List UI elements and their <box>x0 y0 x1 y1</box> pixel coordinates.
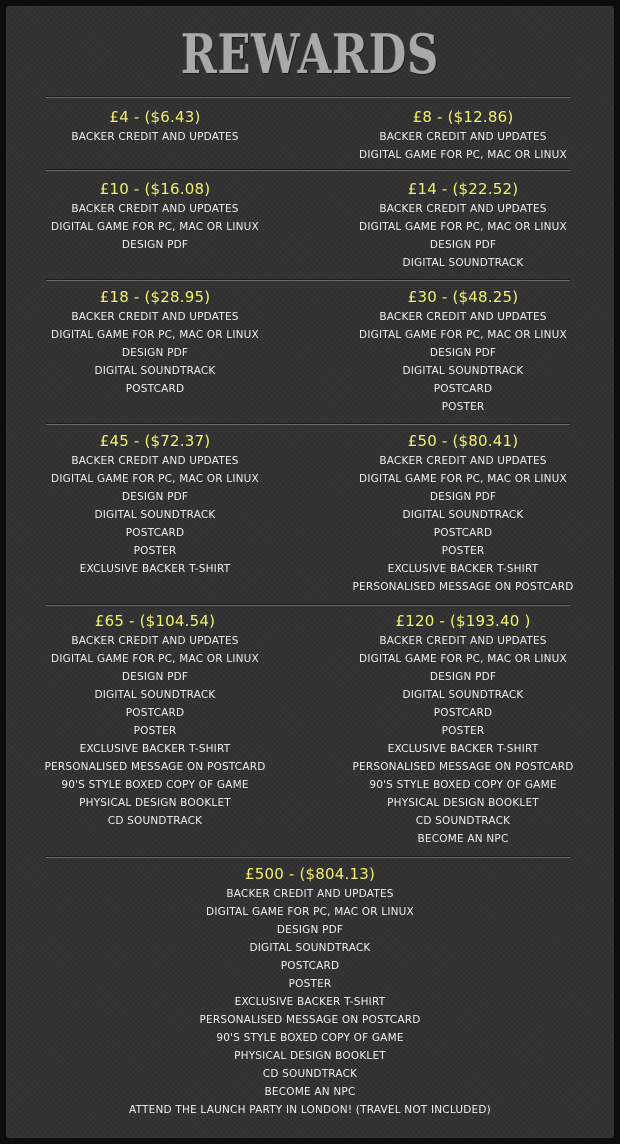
reward-item: POSTER <box>441 725 485 737</box>
reward-item: DESIGN PDF <box>429 239 497 251</box>
reward-item: 90'S STYLE BOXED COPY OF GAME <box>369 779 557 791</box>
reward-item: POSTCARD <box>433 383 493 395</box>
reward-item: CD SOUNDTRACK <box>107 815 203 827</box>
reward-item: DESIGN PDF <box>429 671 497 683</box>
reward-item: DIGITAL SOUNDTRACK <box>402 689 524 701</box>
reward-item: DIGITAL SOUNDTRACK <box>402 509 524 521</box>
reward-item: POSTCARD <box>125 707 185 719</box>
reward-item: DIGITAL GAME FOR PC, MAC OR LINUX <box>51 473 259 485</box>
reward-item: EXCLUSIVE BACKER T-SHIRT <box>234 996 386 1008</box>
reward-item: PHYSICAL DESIGN BOOKLET <box>387 797 539 809</box>
reward-item: CD SOUNDTRACK <box>262 1068 358 1080</box>
page-title: REWARDS <box>180 22 440 86</box>
reward-item: BACKER CREDIT AND UPDATES <box>379 311 547 323</box>
reward-item: BACKER CREDIT AND UPDATES <box>71 311 239 323</box>
divider <box>46 604 570 606</box>
reward-tier <box>0 432 310 578</box>
reward-item: PERSONALISED MESSAGE ON POSTCARD <box>352 581 574 593</box>
reward-item: POSTER <box>133 545 177 557</box>
reward-item: DIGITAL GAME FOR PC, MAC OR LINUX <box>206 906 414 918</box>
reward-item: DIGITAL SOUNDTRACK <box>249 942 371 954</box>
reward-tier <box>0 180 310 254</box>
reward-tier <box>308 180 618 272</box>
divider <box>46 169 570 171</box>
reward-item: DIGITAL GAME FOR PC, MAC OR LINUX <box>359 221 567 233</box>
reward-item: DIGITAL SOUNDTRACK <box>402 257 524 269</box>
reward-item: DIGITAL GAME FOR PC, MAC OR LINUX <box>51 329 259 341</box>
reward-tier <box>308 108 618 164</box>
reward-item: EXCLUSIVE BACKER T-SHIRT <box>387 743 539 755</box>
reward-item: BACKER CREDIT AND UPDATES <box>71 635 239 647</box>
reward-item: PERSONALISED MESSAGE ON POSTCARD <box>199 1014 421 1026</box>
tier-price: £18 - ($28.95) <box>99 288 211 306</box>
reward-item: BACKER CREDIT AND UPDATES <box>71 131 239 143</box>
reward-item: EXCLUSIVE BACKER T-SHIRT <box>79 743 231 755</box>
reward-item: BACKER CREDIT AND UPDATES <box>379 203 547 215</box>
divider <box>46 856 570 858</box>
reward-item: BACKER CREDIT AND UPDATES <box>379 635 547 647</box>
reward-item: DIGITAL GAME FOR PC, MAC OR LINUX <box>359 473 567 485</box>
tier-price: £4 - ($6.43) <box>109 108 201 126</box>
reward-item: DIGITAL GAME FOR PC, MAC OR LINUX <box>51 221 259 233</box>
tier-price: £30 - ($48.25) <box>407 288 519 306</box>
reward-item: POSTER <box>133 725 177 737</box>
reward-item: PHYSICAL DESIGN BOOKLET <box>79 797 231 809</box>
tier-price: £500 - ($804.13) <box>244 865 376 883</box>
reward-item: POSTCARD <box>280 960 340 972</box>
reward-item: DIGITAL GAME FOR PC, MAC OR LINUX <box>51 653 259 665</box>
reward-item: DESIGN PDF <box>429 491 497 503</box>
reward-item: CD SOUNDTRACK <box>415 815 511 827</box>
reward-item: POSTCARD <box>125 527 185 539</box>
reward-item: ATTEND THE LAUNCH PARTY IN LONDON! (TRAVEL NOT INCLUDED) <box>129 1104 491 1116</box>
reward-item: POSTER <box>288 978 332 990</box>
reward-item: BACKER CREDIT AND UPDATES <box>379 455 547 467</box>
reward-tier <box>308 612 618 848</box>
reward-tier <box>0 865 620 1119</box>
reward-item: DIGITAL GAME FOR PC, MAC OR LINUX <box>359 149 567 161</box>
reward-item: 90'S STYLE BOXED COPY OF GAME <box>216 1032 404 1044</box>
reward-tier <box>308 288 618 416</box>
reward-item: PHYSICAL DESIGN BOOKLET <box>234 1050 386 1062</box>
reward-item: 90'S STYLE BOXED COPY OF GAME <box>61 779 249 791</box>
reward-item: DIGITAL GAME FOR PC, MAC OR LINUX <box>359 329 567 341</box>
reward-item: EXCLUSIVE BACKER T-SHIRT <box>387 563 539 575</box>
reward-tier <box>308 432 618 596</box>
reward-tier <box>0 108 310 146</box>
reward-tier <box>0 612 310 830</box>
reward-item: EXCLUSIVE BACKER T-SHIRT <box>79 563 231 575</box>
divider <box>46 96 570 98</box>
tier-price: £45 - ($72.37) <box>99 432 211 450</box>
tier-price: £14 - ($22.52) <box>407 180 519 198</box>
tier-price: £10 - ($16.08) <box>99 180 211 198</box>
reward-item: POSTCARD <box>433 527 493 539</box>
reward-item: DIGITAL SOUNDTRACK <box>94 689 216 701</box>
reward-item: DESIGN PDF <box>121 239 189 251</box>
reward-item: POSTCARD <box>125 383 185 395</box>
reward-item: PERSONALISED MESSAGE ON POSTCARD <box>352 761 574 773</box>
reward-item: DESIGN PDF <box>429 347 497 359</box>
reward-item: BACKER CREDIT AND UPDATES <box>71 203 239 215</box>
reward-item: PERSONALISED MESSAGE ON POSTCARD <box>44 761 266 773</box>
tier-price: £8 - ($12.86) <box>412 108 514 126</box>
tier-price: £120 - ($193.40 ) <box>395 612 531 630</box>
reward-item: DESIGN PDF <box>276 924 344 936</box>
reward-tier <box>0 288 310 398</box>
reward-item: DIGITAL GAME FOR PC, MAC OR LINUX <box>359 653 567 665</box>
reward-item: DIGITAL SOUNDTRACK <box>94 365 216 377</box>
reward-item: POSTCARD <box>433 707 493 719</box>
reward-item: DIGITAL SOUNDTRACK <box>402 365 524 377</box>
reward-item: BACKER CREDIT AND UPDATES <box>379 131 547 143</box>
reward-item: DESIGN PDF <box>121 671 189 683</box>
reward-item: DESIGN PDF <box>121 491 189 503</box>
reward-item: BECOME AN NPC <box>417 833 509 845</box>
tier-price: £65 - ($104.54) <box>94 612 216 630</box>
tier-price: £50 - ($80.41) <box>407 432 519 450</box>
reward-item: DESIGN PDF <box>121 347 189 359</box>
reward-item: POSTER <box>441 401 485 413</box>
reward-item: BECOME AN NPC <box>264 1086 356 1098</box>
divider <box>46 279 570 281</box>
reward-item: BACKER CREDIT AND UPDATES <box>71 455 239 467</box>
divider <box>46 423 570 425</box>
reward-item: POSTER <box>441 545 485 557</box>
reward-item: DIGITAL SOUNDTRACK <box>94 509 216 521</box>
reward-item: BACKER CREDIT AND UPDATES <box>226 888 394 900</box>
